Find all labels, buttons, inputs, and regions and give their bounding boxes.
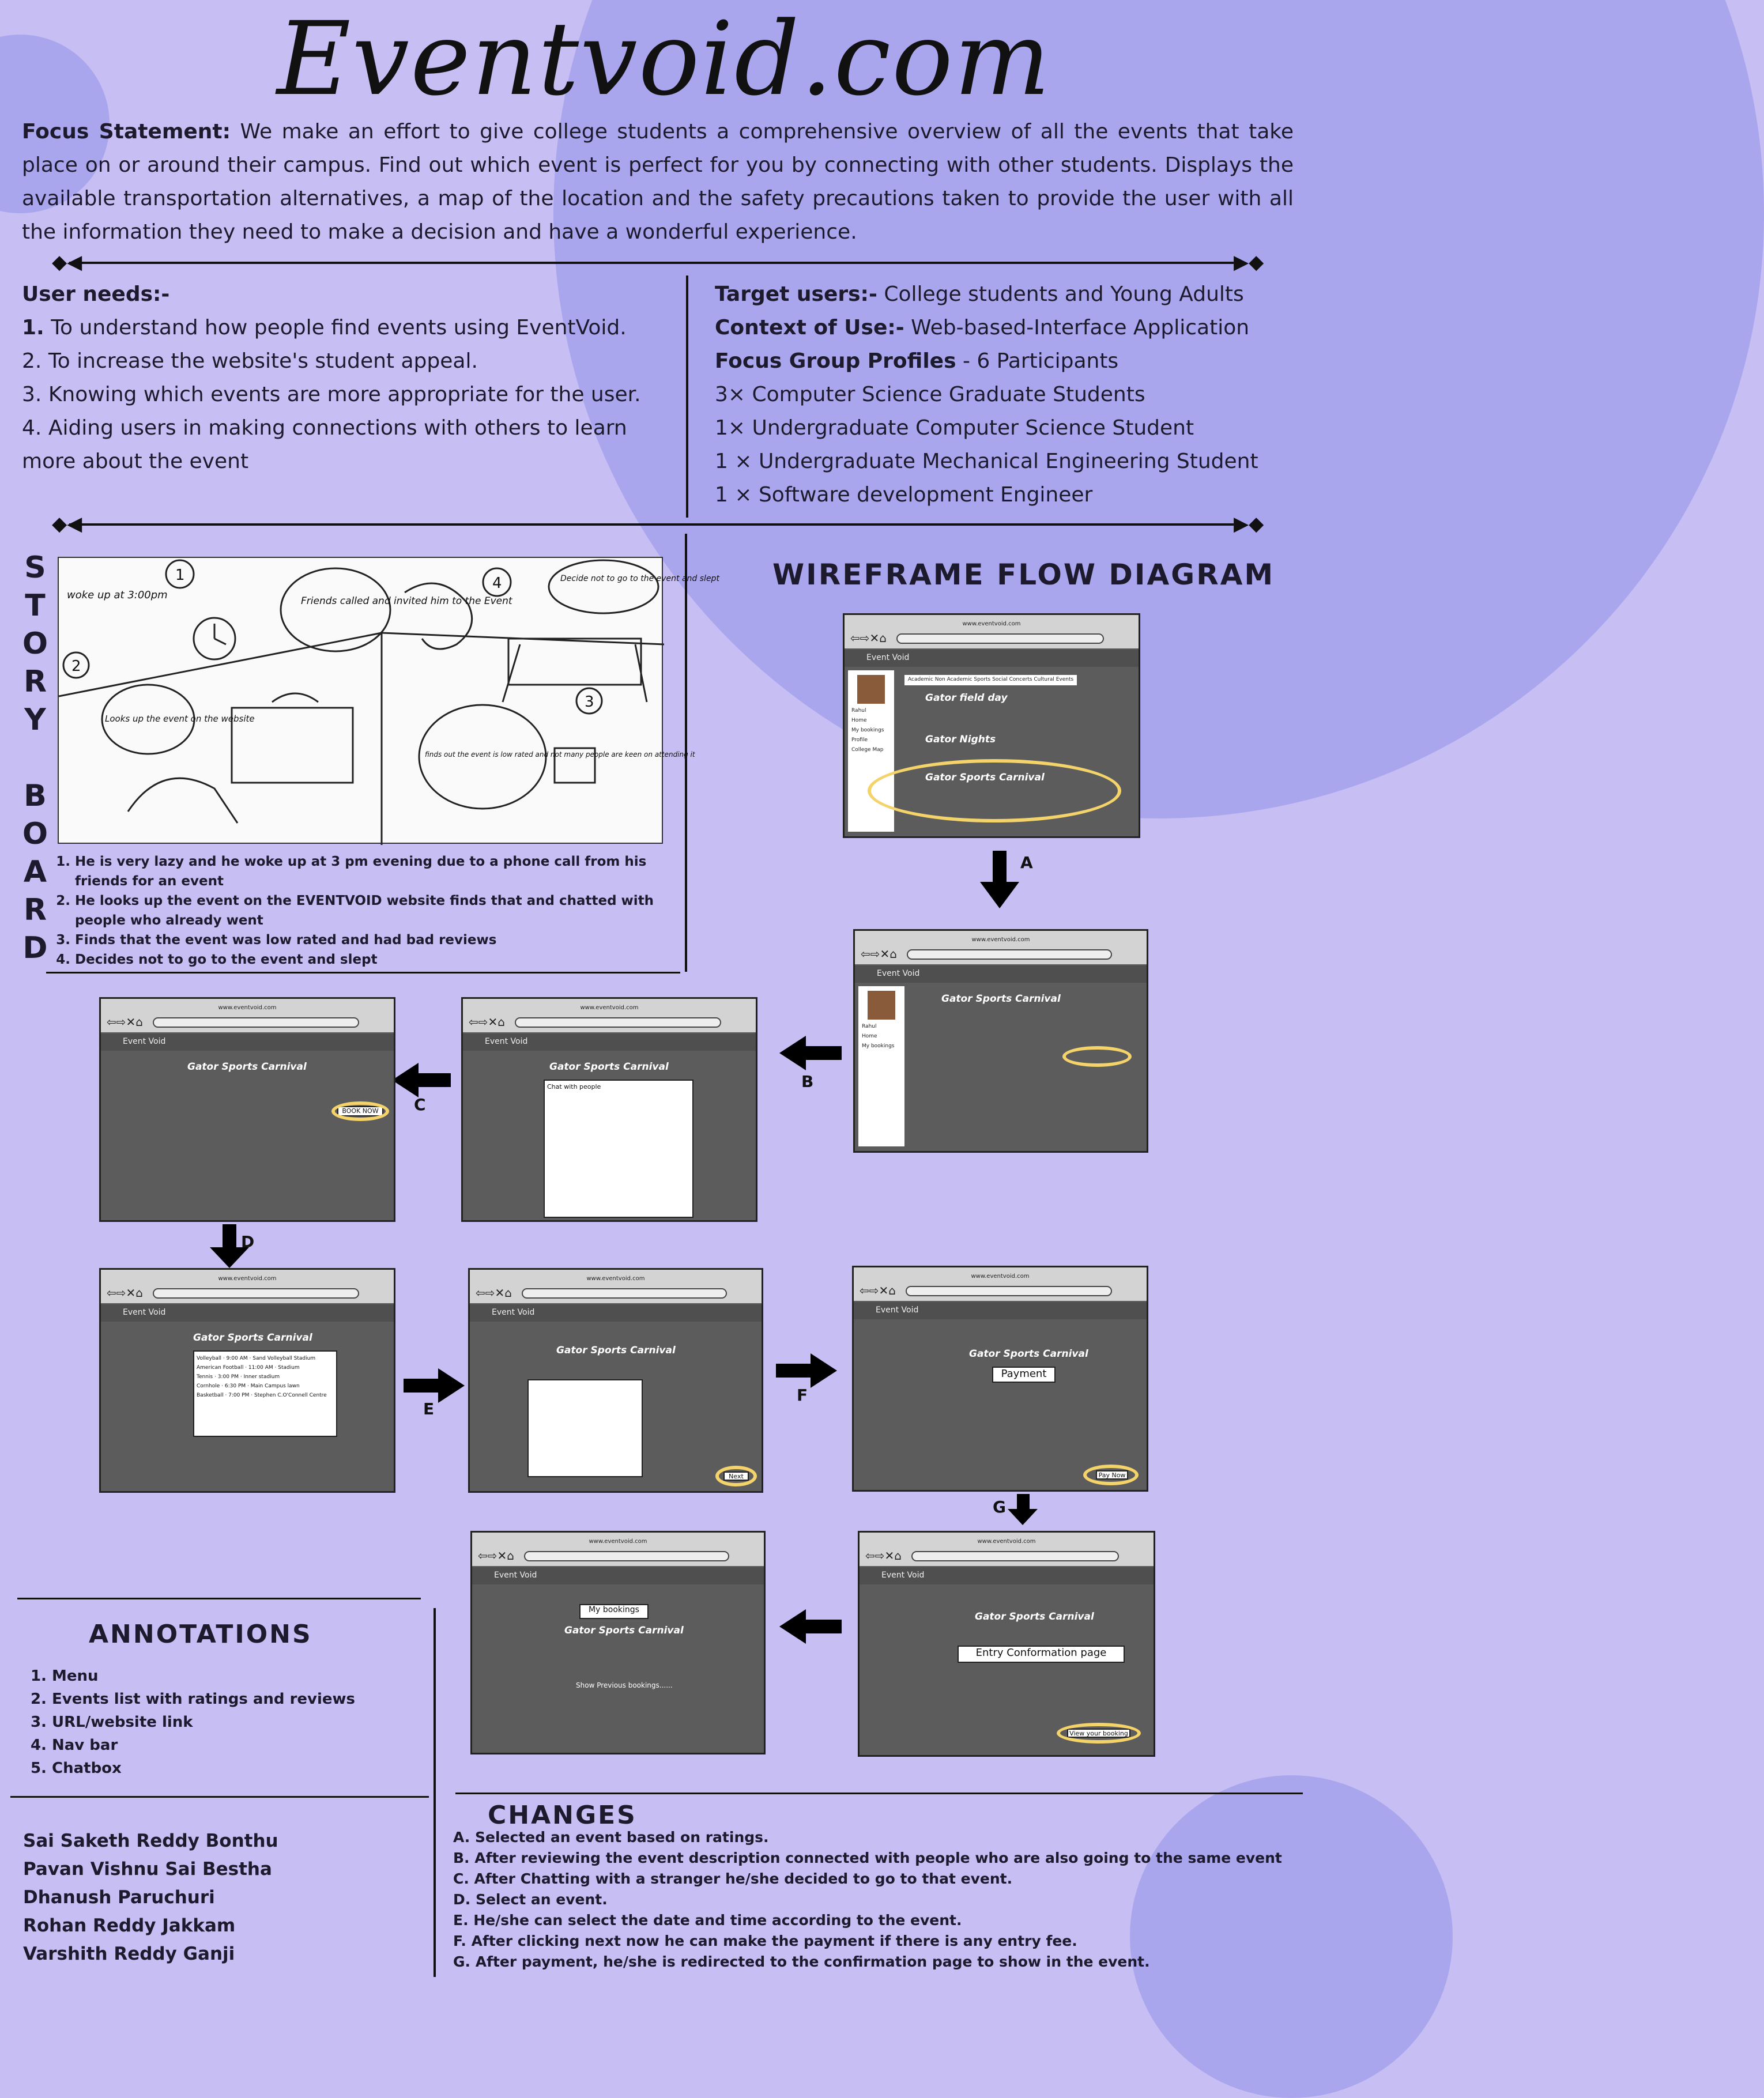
flow-arrow-h [805, 1620, 842, 1633]
flow-label-d: D [241, 1232, 255, 1251]
wireframe-payment [852, 1266, 1148, 1492]
profile-item: 1 × Software development Engineer [715, 483, 1093, 507]
sketch-frame-number: 1 [175, 567, 185, 584]
avatar [857, 675, 885, 704]
user-needs [22, 278, 679, 478]
user-needs-item: 4. Aiding users in making connections with others to learn more about the event [22, 416, 627, 473]
browser-nav-icons: ⇦⇨✕⌂ [107, 1015, 143, 1029]
storyboard-step: 3. Finds that the event was low rated and had bad reviews [75, 930, 672, 950]
storyboard-steps [61, 852, 672, 969]
address-bar [153, 1017, 359, 1028]
avatar [868, 991, 895, 1020]
browser-bar: www.eventvoid.com ⇦⇨✕⌂ [470, 1270, 762, 1303]
schedule-table [193, 1350, 337, 1437]
app-topbar: Event Void [855, 965, 1147, 983]
event-title: Gator Sports Carnival [549, 1061, 669, 1073]
browser-nav-icons: ⇦⇨✕⌂ [469, 1015, 505, 1029]
address-bar [522, 1288, 727, 1299]
pay-now-button[interactable]: Pay Now [1096, 1470, 1128, 1480]
wireframe-chat [461, 997, 757, 1222]
highlight-ring [1062, 1046, 1132, 1067]
flow-arrow-e [404, 1379, 438, 1393]
user-needs-item: 3. Knowing which events are more appropriate for the user. [22, 383, 641, 406]
payment-heading: Payment [992, 1367, 1056, 1383]
app-topbar: Event Void [101, 1304, 394, 1322]
change-item: D. Select an event. [453, 1891, 608, 1908]
browser-bar: www.eventvoid.com ⇦⇨✕⌂ [854, 1267, 1147, 1301]
divider-annotations [17, 1598, 421, 1599]
app-topbar: Event Void [854, 1302, 1147, 1319]
show-previous-bookings[interactable]: Show Previous bookings...... [576, 1681, 673, 1689]
flow-arrowhead-a [980, 882, 1019, 908]
divider-ornament-right: ▶◆ [1234, 512, 1264, 535]
annotation-item: 3. URL/website link [52, 1711, 408, 1734]
flow-arrow-c [416, 1073, 451, 1087]
address-bar [911, 1551, 1119, 1561]
book-now-button[interactable]: BOOK NOW [337, 1106, 383, 1116]
sketch-label-finds: finds out the event is low rated and not many people are keen on attending it [425, 750, 695, 759]
user-needs-heading: User needs:- [22, 282, 170, 306]
app-topbar: Event Void [845, 650, 1139, 667]
sketch-label-looks: Looks up the event on the website [105, 714, 255, 724]
sketch-frame-number: 3 [585, 693, 594, 711]
flow-arrowhead-f [811, 1353, 837, 1388]
flow-arrowhead-h [779, 1609, 806, 1644]
browser-bar: www.eventvoid.com ⇦⇨✕⌂ [860, 1533, 1154, 1566]
target-users-line: Target users:- College students and Young Adults [715, 282, 1244, 306]
focus-group-line: Focus Group Profiles - 6 Participants [715, 349, 1119, 373]
browser-nav-icons: ⇦⇨✕⌂ [478, 1549, 514, 1563]
browser-bar: www.eventvoid.com ⇦⇨✕⌂ [101, 1270, 394, 1303]
flow-label-b: B [801, 1072, 814, 1091]
date-picker[interactable] [527, 1379, 643, 1477]
browser-nav-icons: ⇦⇨✕⌂ [860, 1284, 896, 1297]
wireframe-confirmation [858, 1531, 1155, 1757]
highlight-ring [1083, 1465, 1139, 1485]
divider-vertical-3 [434, 1608, 436, 1977]
storyboard-step: 4. Decides not to go to the event and slept [75, 950, 672, 969]
wireframe-event-detail [853, 929, 1148, 1153]
view-booking-button[interactable]: View your booking [1067, 1729, 1130, 1738]
flow-arrowhead-g [1008, 1509, 1038, 1525]
wireframe-my-bookings [470, 1531, 766, 1754]
divider-ornament-right: ▶◆ [1234, 251, 1264, 274]
highlight-ring [331, 1101, 389, 1121]
page-title: Eventvoid.com [277, 0, 1051, 118]
change-item: B. After reviewing the event description connected with people who are also going to the same event [453, 1850, 1282, 1866]
user-needs-item: 1. To understand how people find events using EventVoid. [22, 316, 627, 339]
browser-bar: www.eventvoid.com ⇦⇨✕⌂ [472, 1533, 764, 1566]
profile-item: 1 × Undergraduate Mechanical Engineering Student [715, 450, 1258, 473]
authors-list [23, 1827, 415, 1968]
storyboard-step: 2. He looks up the event on the EVENTVOID website finds that and chatted with people who already went [75, 891, 672, 930]
flow-arrowhead-e [438, 1368, 465, 1403]
browser-bar: www.eventvoid.com ⇦⇨✕⌂ [855, 931, 1147, 964]
wireframe-flow-heading: WIREFRAME FLOW DIAGRAM [772, 558, 1275, 591]
annotation-item: 1. Menu [52, 1665, 408, 1688]
divider-changes [455, 1793, 1303, 1794]
annotations-heading: ANNOTATIONS [89, 1620, 312, 1649]
author-name: Varshith Reddy Ganji [23, 1944, 235, 1964]
change-item: C. After Chatting with a stranger he/she decided to go to that event. [453, 1870, 1013, 1887]
browser-bar: www.eventvoid.com ⇦⇨✕⌂ [101, 999, 394, 1032]
author-name: Dhanush Paruchuri [23, 1887, 215, 1908]
divider-ornament-left: ◆◀ [52, 512, 82, 535]
event-title: Gator Nights [925, 734, 996, 745]
profile-item: 3× Computer Science Graduate Students [715, 383, 1145, 406]
flow-label-g: G [993, 1497, 1006, 1516]
side-menu: Rahul Home My bookings Profile College Map [848, 670, 894, 832]
flow-arrow-b [805, 1046, 842, 1060]
event-title: Gator Sports Carnival [969, 1348, 1088, 1360]
entry-confirmation-heading: Entry Conformation page [958, 1646, 1125, 1663]
app-topbar: Event Void [860, 1567, 1154, 1584]
highlight-ring [715, 1466, 757, 1486]
event-title: Gator Sports Carnival [925, 772, 1045, 783]
app-topbar: Event Void [470, 1304, 762, 1322]
changes-heading: CHANGES [488, 1801, 637, 1830]
storyboard-vertical-title: S T O R Y B O A R D [22, 550, 48, 965]
browser-nav-icons: ⇦⇨✕⌂ [850, 631, 887, 645]
chatbox: Chat with people [544, 1080, 693, 1218]
browser-nav-icons: ⇦⇨✕⌂ [865, 1549, 902, 1563]
storyboard-step: 1. He is very lazy and he woke up at 3 pm evening due to a phone call from his friends for an event [75, 852, 672, 891]
category-bar: Academic Non Academic Sports Social Concerts Cultural Events [904, 675, 1077, 685]
sketch-label-friends: Friends called and invited him to the Event [301, 595, 512, 607]
focus-text: We make an effort to give college students a comprehensive overview of all the events that take place on or around their campus. Find out which event is perfect for you by connecting with other students. Displays the available transportation alternatives, a map of the location and the safety precautions taken to provide the user with all the information they need to make a decision and have a wonderful experience. [22, 120, 1294, 244]
highlight-ring [868, 759, 1121, 822]
divider-authors [10, 1796, 429, 1798]
app-topbar: Event Void [101, 1033, 394, 1051]
context-of-use-line: Context of Use:- Web-based-Interface Application [715, 316, 1250, 339]
author-name: Pavan Vishnu Sai Bestha [23, 1859, 272, 1880]
side-menu: Rahul Home My bookings [858, 986, 904, 1146]
flow-arrowhead-c [392, 1063, 419, 1097]
sketch-label-decide: Decide not to go to the event and slept [560, 574, 719, 583]
focus-label: Focus Statement: [22, 120, 231, 144]
storyboard-drawing [59, 558, 719, 845]
focus-statement [22, 115, 1294, 249]
wireframe-schedule [99, 1268, 395, 1493]
wireframe-book [99, 997, 395, 1222]
user-needs-item: 2. To increase the website's student appeal. [22, 349, 478, 373]
author-name: Sai Saketh Reddy Bonthu [23, 1831, 278, 1851]
divider-1 [69, 262, 1234, 264]
annotations-list [39, 1665, 408, 1780]
my-bookings-heading: My bookings [579, 1604, 649, 1619]
schedule-row[interactable]: Volleyball · 9:00 AM · Sand Volleyball Stadium [197, 1356, 316, 1361]
highlight-ring [1057, 1723, 1141, 1744]
wireframe-home [843, 613, 1140, 838]
annotation-item: 5. Chatbox [52, 1757, 408, 1780]
change-item: F. After clicking next now he can make the payment if there is any entry fee. [453, 1933, 1077, 1949]
annotation-item: 2. Events list with ratings and reviews [52, 1688, 408, 1711]
event-title: Gator Sports Carnival [975, 1611, 1094, 1622]
divider-storyboard [46, 972, 680, 973]
flow-arrow-a [993, 851, 1007, 883]
address-bar [515, 1017, 721, 1028]
schedule-row[interactable]: American Football · 11:00 AM · Stadium [197, 1365, 300, 1371]
browser-nav-icons: ⇦⇨✕⌂ [861, 947, 897, 961]
schedule-row[interactable]: Basketball · 7:00 PM · Stephen C.O'Connell Centre [197, 1393, 327, 1398]
divider-2 [69, 523, 1234, 526]
app-topbar: Event Void [463, 1033, 756, 1051]
event-title: Gator Sports Carnival [187, 1061, 307, 1073]
event-title: Gator Sports Carnival [564, 1625, 684, 1636]
schedule-row[interactable]: Tennis · 3:00 PM · Inner stadium [197, 1374, 280, 1380]
sketch-frame-number: 2 [71, 658, 81, 675]
address-bar [907, 949, 1112, 960]
event-title: Gator field day [925, 692, 1008, 704]
profile-item: 1× Undergraduate Computer Science Student [715, 416, 1194, 440]
browser-bar: www.eventvoid.com ⇦⇨✕⌂ [463, 999, 756, 1032]
storyboard-sketch [58, 557, 719, 844]
sketch-frame-number: 4 [492, 575, 502, 592]
target-users [715, 278, 1303, 512]
address-bar [896, 633, 1104, 644]
event-title: Gator Sports Carnival [556, 1345, 676, 1356]
event-title: Gator Sports Carnival [193, 1332, 312, 1344]
flow-label-a: A [1020, 853, 1033, 872]
divider-vertical-1 [686, 276, 688, 518]
flow-label-c: C [414, 1095, 426, 1114]
flow-arrow-f [776, 1364, 811, 1378]
next-button[interactable]: Next [723, 1471, 749, 1481]
browser-nav-icons: ⇦⇨✕⌂ [107, 1286, 143, 1300]
address-bar [524, 1551, 729, 1561]
wireframe-datepicker [468, 1268, 763, 1493]
author-name: Rohan Reddy Jakkam [23, 1915, 236, 1936]
event-title: Gator Sports Carnival [941, 993, 1061, 1005]
schedule-row[interactable]: Cornhole · 6:30 PM · Main Campus lawn [197, 1383, 300, 1389]
sketch-label-wake: woke up at 3:00pm [67, 589, 168, 601]
flow-label-e: E [423, 1399, 435, 1418]
app-topbar: Event Void [472, 1567, 764, 1584]
flow-label-f: F [797, 1386, 808, 1405]
change-item: E. He/she can select the date and time according to the event. [453, 1912, 962, 1929]
annotation-item: 4. Nav bar [52, 1734, 408, 1757]
browser-bar: www.eventvoid.com ⇦⇨✕⌂ [845, 615, 1139, 648]
address-bar [906, 1286, 1112, 1296]
address-bar [153, 1288, 359, 1299]
flow-arrowhead-b [779, 1036, 806, 1070]
divider-ornament-left: ◆◀ [52, 251, 82, 274]
browser-nav-icons: ⇦⇨✕⌂ [476, 1286, 512, 1300]
change-item: A. Selected an event based on ratings. [453, 1829, 769, 1846]
changes-list [453, 1827, 1295, 1972]
change-item: G. After payment, he/she is redirected to the confirmation page to show in the event. [453, 1953, 1150, 1970]
